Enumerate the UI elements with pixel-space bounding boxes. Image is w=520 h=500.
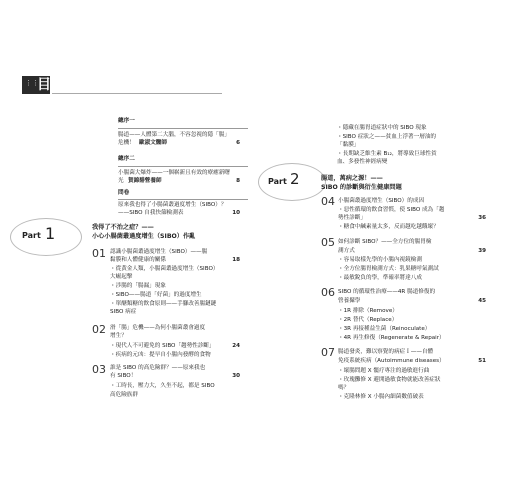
- bullet: ・長期缺乏維生素 B₁₂，將導致巨球性貧: [337, 151, 437, 157]
- bullet: SIBO 病症: [110, 309, 137, 315]
- ch07-title2: 免疫系統疾病（Autoimmune diseases）: [338, 358, 445, 364]
- bullet: ・隱藏在腸胃道症狀中的 SIBO 現象: [337, 125, 427, 131]
- header-rule: [52, 93, 222, 94]
- ch05-title2: 測方式: [338, 248, 355, 254]
- chapter-number: 06: [321, 286, 335, 299]
- bullet: ・玫瑰攤修 X 避開過敏食物就能改善症狀: [338, 377, 441, 383]
- bullet: ・3R 再接種益生菌（Reinoculate）: [338, 326, 431, 332]
- chapter-number: 01: [92, 247, 106, 260]
- bullet: 勢性診斷」: [338, 215, 366, 221]
- bullet: ・壞腸問題 X 髖疗專注的過敏進行曲: [338, 368, 430, 374]
- ch03-page: 30: [232, 373, 240, 379]
- part2-title1: 腸道，萬病之源！——: [321, 175, 383, 182]
- bullet: ・單醣類糖的飲食原則——手腳改善腸鏈鏈: [110, 301, 217, 307]
- chapter-number: 04: [321, 195, 335, 208]
- ch02-page: 24: [232, 343, 240, 349]
- bullet: ・SIBO——腸道「好菌」的過度增生: [110, 292, 202, 298]
- preface1-label: 總序一: [118, 118, 135, 124]
- ch05-page: 39: [478, 248, 486, 254]
- ch03-title1: 誰是 SIBO 的高危險群？——原來我也: [110, 365, 206, 371]
- ch06-title1: SIBO 的循環性治療——4R 腸道修復的: [338, 289, 436, 295]
- preface2-author: 賀錦馡營養師: [128, 178, 162, 184]
- preface2-label: 總序二: [118, 156, 135, 162]
- preface2-line2: 光: [118, 178, 124, 184]
- bullet: ・SIBO 症狀之——貧血上浮著一層油的: [337, 134, 437, 140]
- ch02-title2: 增生？: [110, 333, 127, 339]
- bullet: ・從黃金人類，小腸菌叢過度增生（SIBO）: [110, 266, 219, 272]
- header-dots: ⋮⋮: [25, 79, 39, 87]
- bullet: 「黏膜」: [337, 142, 360, 148]
- ch02-title1: 滑「腸」危機——為何小腸菌叢會過度: [110, 325, 206, 331]
- ch05-title1: 如何診斷 SIBO？——全方位的腸胃檢: [338, 239, 432, 245]
- bullet: ・糖食中鹹素量太多，反而越吃越餓壞？: [338, 224, 439, 230]
- quiz-label: 問卷: [118, 190, 130, 196]
- bullet: ・疾病的元凶：提早自小腸內發酵的食物: [110, 352, 211, 358]
- part1-numeral: 1: [45, 224, 56, 243]
- preface1-line1: 腸道——人體第二大腦，不容忽視的隱「腸」: [118, 132, 230, 138]
- ch04-title1: 小腸菌叢過度增生（SIBO）的成因: [338, 198, 425, 204]
- toc-title: 目錄: [37, 77, 65, 93]
- bullet: 大崛起擊: [110, 274, 133, 280]
- quiz-line1: 原來我也得了小腸菌叢過度增生（SIBO）？: [118, 202, 227, 208]
- ch06-page: 45: [478, 298, 486, 304]
- preface2-page: 8: [236, 178, 240, 184]
- part1-title2: 小心小腸菌叢過度增生（SIBO）作亂: [92, 233, 196, 240]
- part2-numeral: 2: [290, 170, 300, 188]
- part2-label: Part: [268, 177, 287, 186]
- preface2-line1: 小腸菌大爆炸——一個嶄新且有效的療癒新曙: [118, 170, 230, 176]
- quiz-page: 10: [232, 210, 240, 216]
- bullet: ・全方位腸胃檢測方式：乳果糖呼氣測試: [338, 266, 439, 272]
- bullet: ・工時長，壓力大，久坐不起，都是 SIBO: [110, 383, 215, 389]
- ch04-page: 36: [478, 215, 486, 221]
- ch03-title2: 有 SIBO！: [110, 373, 137, 379]
- ch07-title1: 腸道發炎，難以察覺的病症Ｉ——自體: [338, 349, 434, 355]
- ch07-page: 51: [478, 358, 486, 364]
- ch06-title2: 營養攝學: [338, 298, 361, 304]
- bullet: ・惡性循環的飲食習慣，使 SIBO 成為「趨: [338, 207, 445, 213]
- bullet: ・容易取樣先學的小腸內視鏡檢測: [338, 257, 422, 263]
- bullet: 高危險族群: [110, 392, 138, 398]
- ch01-title1: 認識小腸菌叢過度增生（SIBO）——腸: [110, 249, 208, 255]
- ch01-page: 18: [232, 257, 240, 263]
- bullet: 血、多發性神經病變: [337, 159, 388, 165]
- bullet: ・涉腸的「腸漏」現象: [110, 283, 166, 289]
- chapter-number: 07: [321, 346, 335, 359]
- chapter-number: 03: [92, 363, 106, 376]
- preface1-author: 歐淑文醫師: [139, 140, 167, 146]
- bullet: ・最敏銳負的學，準確率將達八成: [338, 275, 422, 281]
- bullet: ・1R 排除（Remove）: [338, 308, 398, 314]
- bullet: 嗎？: [338, 385, 350, 391]
- bullet: ・2R 替代（Replace）: [338, 317, 398, 323]
- ch01-title2: 黏膜和人體健康的關係: [110, 257, 166, 263]
- divider: [118, 128, 248, 129]
- part1-title1: 我得了不治之症？——: [92, 224, 154, 231]
- part2-title2: SIBO 的診斷與衍生健康問題: [321, 184, 402, 191]
- quiz-line2: ——SIBO 自我快篩檢測表: [118, 210, 184, 216]
- bullet: ・4R 再生修復（Regenerate & Repair）: [338, 335, 445, 341]
- divider: [118, 199, 248, 200]
- part1-label: Part: [22, 231, 41, 240]
- preface1-page: 6: [236, 140, 240, 146]
- bullet: ・現代人不可避免的 SIBO「趨勢性診斷」: [110, 343, 215, 349]
- chapter-number: 05: [321, 236, 335, 249]
- divider: [118, 166, 248, 167]
- chapter-number: 02: [92, 323, 106, 336]
- preface1-line2: 危機！: [118, 140, 135, 146]
- bullet: ・克隆林修 X 小腸內細菌數值破表: [338, 394, 424, 400]
